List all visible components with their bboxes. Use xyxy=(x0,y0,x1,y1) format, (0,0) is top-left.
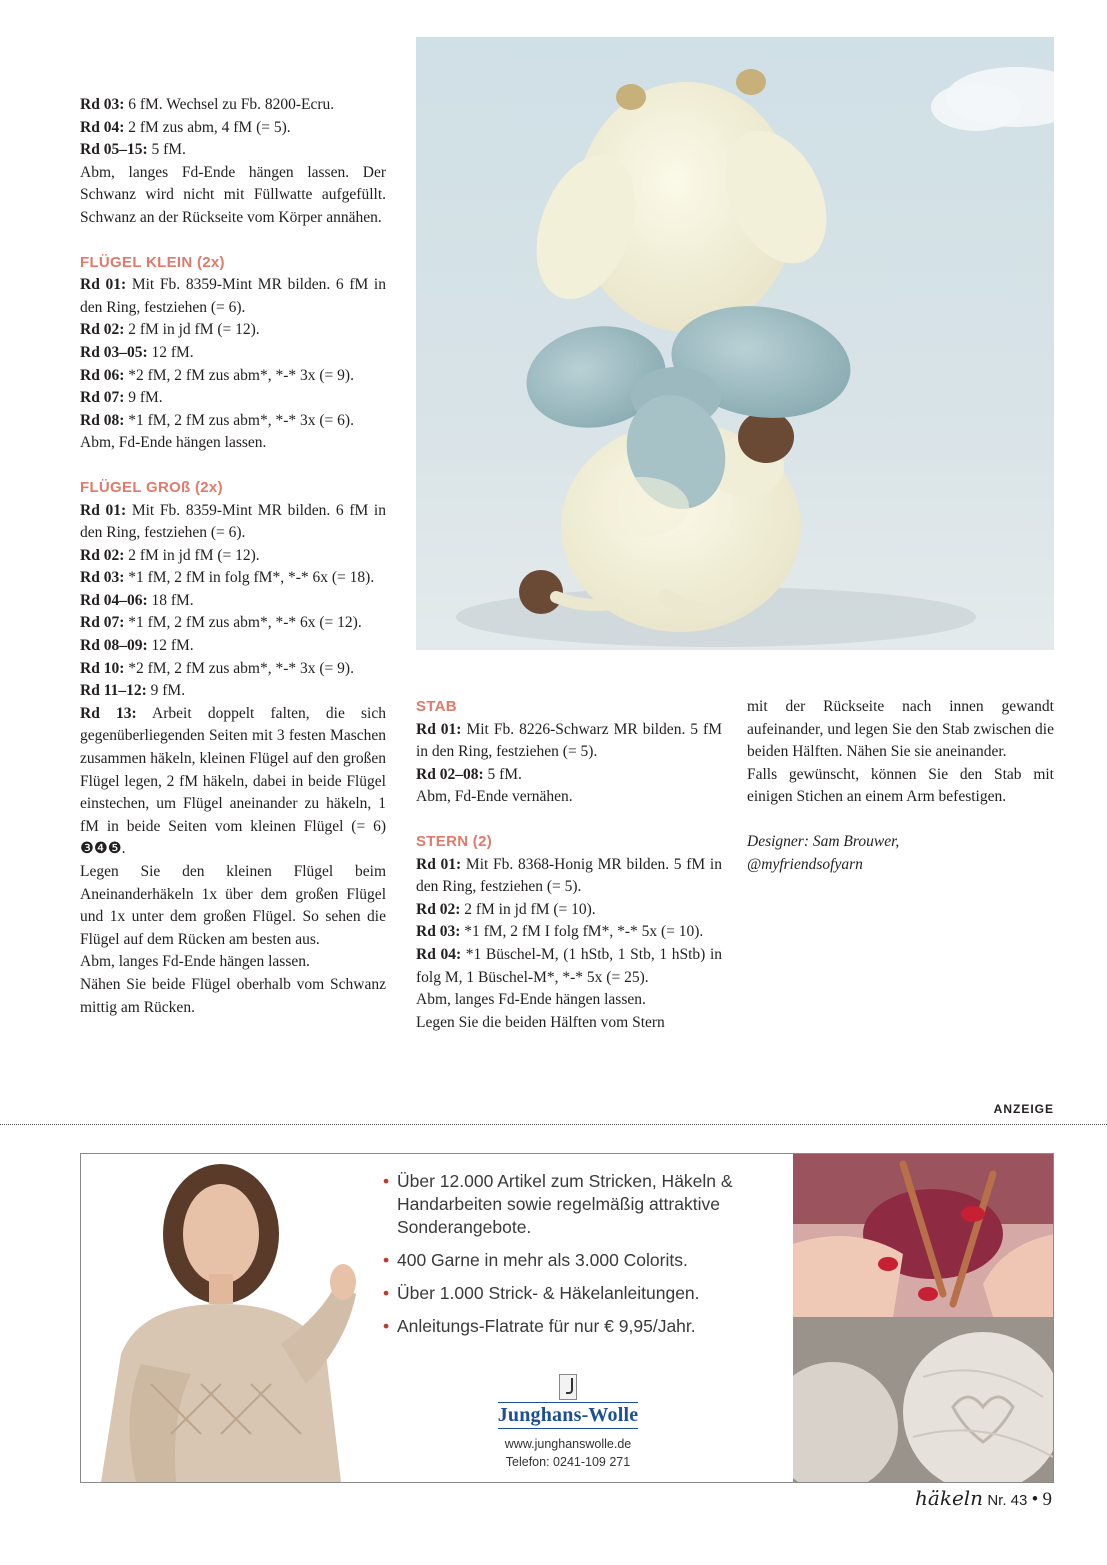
stab-heading: STAB xyxy=(416,698,457,715)
instruction-line xyxy=(80,590,386,613)
ad-bullet: • Über 1.000 Strick- & Häkelanleitungen. xyxy=(381,1282,793,1305)
round-label: Rd 13: xyxy=(80,704,137,722)
round-text: 2 fM in jd fM (= 12). xyxy=(124,546,260,564)
brand-name: Junghans-Wolle xyxy=(498,1402,639,1429)
round-label: Rd 04: xyxy=(80,118,125,136)
instruction-line xyxy=(416,719,722,764)
instructions-column-2 xyxy=(416,696,722,1034)
stern-heading: STERN (2) xyxy=(416,832,493,850)
issue-number: Nr. 43 xyxy=(987,1492,1028,1509)
round-label: Rd 01: xyxy=(416,855,462,873)
paragraph: Falls gewünscht, können Sie den Stab mit einigen Stichen an einem Arm befestigen. xyxy=(747,765,1054,806)
instructions-column-1 xyxy=(80,94,386,1019)
instruction-line xyxy=(416,989,722,1012)
round-text: Nähen Sie beide Flügel oberhalb vom Schwanz mittig am Rücken. xyxy=(80,975,386,1016)
designer-handle: @myfriendsofyarn xyxy=(747,855,863,873)
round-label: Rd 01: xyxy=(80,501,127,519)
round-label: Rd 08–09: xyxy=(80,637,148,655)
round-label: Rd 10: xyxy=(80,659,125,677)
round-text: 6 fM. Wechsel zu Fb. 8200-Ecru. xyxy=(124,96,335,113)
instruction-line xyxy=(80,680,386,703)
page-footer xyxy=(915,1486,1052,1511)
ad-label: ANZEIGE xyxy=(993,1102,1054,1116)
instruction-line xyxy=(80,94,386,117)
round-text: Abm, langes Fd-Ende hängen lassen. xyxy=(80,953,310,971)
instruction-line xyxy=(80,500,386,545)
round-label: Rd 03–05: xyxy=(80,343,148,361)
brand-mark-icon xyxy=(559,1374,577,1400)
website-link[interactable]: www.junghanswolle.de xyxy=(504,1437,632,1451)
round-label: Rd 07: xyxy=(80,614,125,632)
round-text: 2 fM zus abm, 4 fM (= 5). xyxy=(124,118,291,136)
instruction-line xyxy=(80,365,386,388)
round-label: Rd 03: xyxy=(80,96,125,113)
round-label: Rd 06: xyxy=(80,366,125,384)
round-label: Rd 07: xyxy=(80,389,125,407)
round-text: *1 Büschel-M, (1 hStb, 1 Stb, 1 hStb) in folg M, 1 Büschel-M*, *-* 5x (= 25). xyxy=(416,945,722,986)
instruction-line xyxy=(80,974,386,1019)
designer-credit: Designer: Sam Brouwer, xyxy=(747,832,900,850)
round-label: Rd 04: xyxy=(416,945,462,963)
instruction-line xyxy=(80,342,386,365)
divider xyxy=(0,1124,1107,1125)
round-text: 9 fM. xyxy=(124,389,163,407)
instruction-line xyxy=(80,861,386,951)
instructions-column-3 xyxy=(747,696,1054,876)
round-text: *1 fM, 2 fM zus abm*, *-* 3x (= 6). xyxy=(124,411,354,429)
instruction-line xyxy=(416,854,722,899)
round-text: Legen Sie die beiden Hälften vom Stern xyxy=(416,1013,665,1031)
round-text: 18 fM. xyxy=(147,591,194,609)
instruction-line xyxy=(416,921,722,944)
round-text: Abm, Fd-Ende vernähen. xyxy=(416,788,573,806)
instruction-line xyxy=(80,117,386,140)
instruction-line xyxy=(80,139,386,162)
round-label: Rd 03: xyxy=(416,923,461,941)
instruction-line xyxy=(416,764,722,787)
round-text: 2 fM in jd fM (= 12). xyxy=(124,321,260,339)
instruction-line xyxy=(80,612,386,635)
round-text: *1 fM, 2 fM in folg fM*, *-* 6x (= 18). xyxy=(124,569,375,587)
round-text: Mit Fb. 8359-Mint MR bilden. 6 fM in den Ring, festziehen (= 6). xyxy=(80,276,386,316)
round-label: Rd 04–06: xyxy=(80,591,148,609)
instruction-line xyxy=(80,545,386,568)
instruction-line xyxy=(416,1012,722,1035)
phone-number: Telefon: 0241-109 271 xyxy=(505,1455,631,1469)
amigurumi-cow-photo xyxy=(416,37,1054,650)
small-wing-heading: FLÜGEL KLEIN (2x) xyxy=(80,253,225,271)
round-text: *2 fM, 2 fM zus abm*, *-* 3x (= 9). xyxy=(124,366,354,384)
instruction-line xyxy=(80,951,386,974)
magazine-title: häkeln xyxy=(915,1486,984,1510)
round-text: Arbeit doppelt falten, die sich gegenüberliegenden Seiten mit 3 festen Maschen zusammen häkeln, kleinen Flügel auf den großen Flügel legen, 2 fM häkeln, dabei in beide Flügel einstechen, um Flügel aneinander zu häkeln, 1 fM in beide Seiten vom kleinen Flügel (= 6) ❸❹❺. xyxy=(80,704,386,858)
instruction-line xyxy=(80,162,386,230)
yarn-balls-image xyxy=(793,1317,1054,1482)
round-text: 5 fM. xyxy=(483,765,522,783)
advertisement[interactable] xyxy=(80,1153,1054,1483)
round-text: Legen Sie den kleinen Flügel beim Aneinanderhäkeln 1x über dem großen Flügel und 1x unter dem großen Flügel. So sehen die Flügel auf dem Rücken am besten aus. xyxy=(80,863,386,948)
round-text: 5 fM. xyxy=(147,141,186,159)
round-text: 2 fM in jd fM (= 10). xyxy=(460,900,596,918)
page-number: 9 xyxy=(1042,1489,1052,1510)
round-text: *1 fM, 2 fM I folg fM*, *-* 5x (= 10). xyxy=(460,923,704,941)
instruction-line xyxy=(80,274,386,319)
round-text: 9 fM. xyxy=(146,682,186,700)
round-label: Rd 08: xyxy=(80,411,125,429)
round-text: Mit Fb. 8226-Schwarz MR bilden. 5 fM in den Ring, festziehen (= 5). xyxy=(416,720,722,761)
round-label: Rd 03: xyxy=(80,569,125,587)
instruction-line xyxy=(80,658,386,681)
round-label: Rd 01: xyxy=(80,276,127,294)
bullet-separator: • xyxy=(1031,1489,1039,1510)
big-wing-heading: FLÜGEL GROß (2x) xyxy=(80,478,223,496)
round-label: Rd 02: xyxy=(80,321,125,339)
instruction-line xyxy=(80,387,386,410)
round-text: *1 fM, 2 fM zus abm*, *-* 6x (= 12). xyxy=(124,614,362,632)
round-text: Abm, langes Fd-Ende hängen lassen. Der Schwanz wird nicht mit Füllwatte aufgefüllt. Schwanz an der Rückseite vom Körper annähen. xyxy=(80,163,386,226)
round-text: 12 fM. xyxy=(147,343,194,361)
round-label: Rd 11–12: xyxy=(80,682,147,700)
woman-in-sweater-image xyxy=(81,1154,371,1482)
ad-bullet: • 400 Garne in mehr als 3.000 Colorits. xyxy=(381,1249,793,1272)
ad-bullet-list xyxy=(381,1170,793,1348)
knitting-hands-image xyxy=(793,1154,1054,1317)
instruction-line xyxy=(416,786,722,809)
round-text: Abm, langes Fd-Ende hängen lassen. xyxy=(416,991,646,1009)
ad-bullet: • Über 12.000 Artikel zum Stricken, Häkeln & Handarbeiten sowie regelmäßig attraktive Sonderangebote. xyxy=(381,1170,793,1239)
paragraph: mit der Rückseite nach innen gewandt aufeinander, und legen Sie den Stab zwischen die beiden Hälften. Nähen Sie sie aneinander. xyxy=(747,698,1054,761)
instruction-line xyxy=(80,635,386,658)
round-label: Rd 01: xyxy=(416,720,462,738)
round-label: Rd 05–15: xyxy=(80,141,148,159)
instruction-line xyxy=(416,899,722,922)
round-label: Rd 02–08: xyxy=(416,765,484,783)
instruction-line xyxy=(80,410,386,433)
instruction-line xyxy=(80,432,386,455)
instruction-line xyxy=(80,567,386,590)
instruction-line xyxy=(80,319,386,342)
round-text: Abm, Fd-Ende hängen lassen. xyxy=(80,434,267,452)
round-text: 12 fM. xyxy=(147,637,194,655)
round-label: Rd 02: xyxy=(416,900,461,918)
instruction-line xyxy=(80,703,386,861)
junghans-wolle-logo[interactable] xyxy=(478,1374,658,1471)
round-text: *2 fM, 2 fM zus abm*, *-* 3x (= 9). xyxy=(124,659,354,677)
instruction-line xyxy=(416,944,722,989)
round-label: Rd 02: xyxy=(80,546,125,564)
ad-bullet: • Anleitungs-Flatrate für nur € 9,95/Jahr. xyxy=(381,1315,793,1338)
round-text: Mit Fb. 8359-Mint MR bilden. 6 fM in den Ring, festziehen (= 6). xyxy=(80,501,386,542)
round-text: Mit Fb. 8368-Honig MR bilden. 5 fM in den Ring, festziehen (= 5). xyxy=(416,855,722,896)
